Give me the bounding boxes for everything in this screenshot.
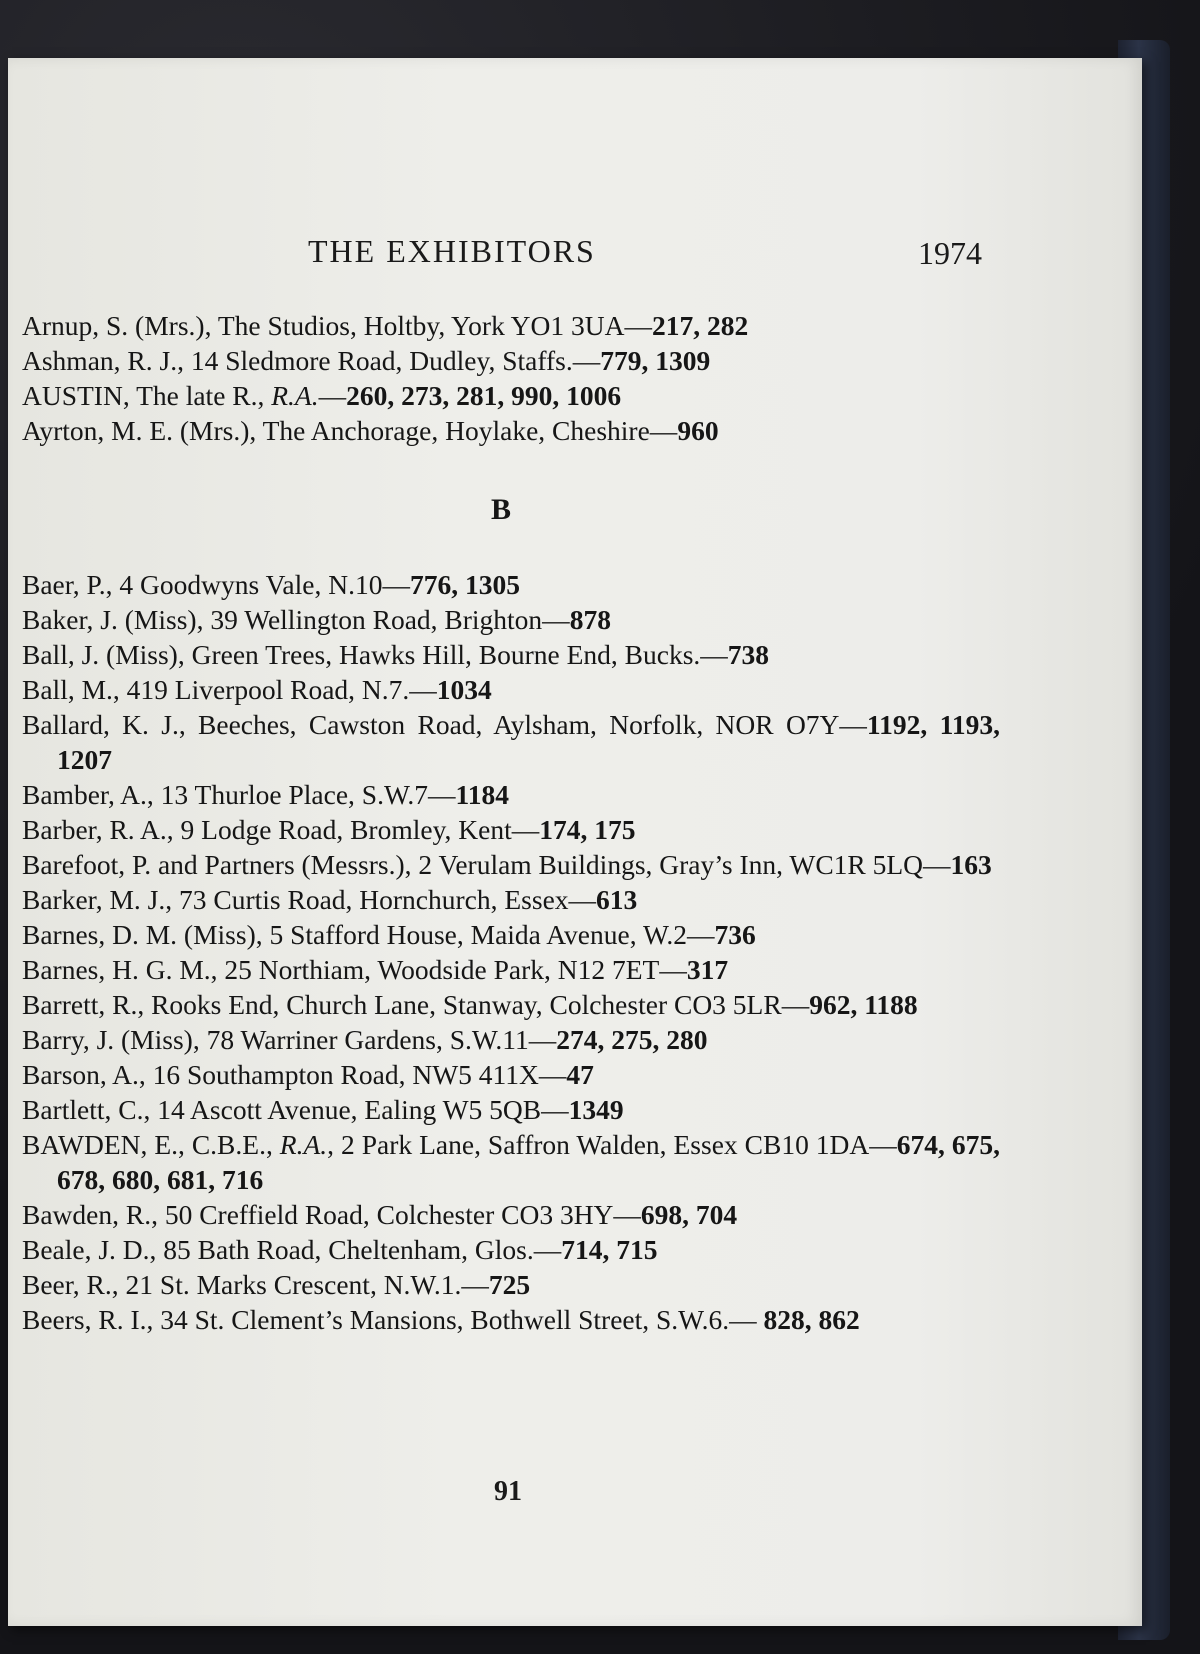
book-page <box>8 58 1142 1626</box>
entry-catalogue-numbers: 960 <box>677 415 719 446</box>
entry-text: Ayrton, M. E. (Mrs.), The Anchorage, Hoylake, Cheshire— <box>22 415 678 446</box>
entry-catalogue-numbers: 217, 282 <box>652 310 749 341</box>
entry-catalogue-numbers: 317 <box>686 954 729 985</box>
entry-text: Ball, M., 419 Liverpool Road, N.7.— <box>22 674 437 705</box>
exhibitor-entry <box>22 567 1000 602</box>
entry-text: Baer, P., 4 Goodwyns Vale, N.10— <box>22 569 410 600</box>
entry-catalogue-numbers: 613 <box>596 884 638 915</box>
entry-text: Ashman, R. J., 14 Sledmore Road, Dudley, Staffs.— <box>22 345 601 376</box>
entry-text: Barnes, D. M. (Miss), 5 Stafford House, Maida Avenue, W.2— <box>22 919 715 950</box>
exhibitor-entry <box>22 917 1000 952</box>
exhibitor-entry <box>22 777 1000 812</box>
entry-text: Bamber, A., 13 Thurloe Place, S.W.7— <box>22 779 456 810</box>
exhibitor-entry <box>22 378 1000 413</box>
entry-catalogue-numbers: 736 <box>714 919 756 950</box>
exhibitor-list <box>22 308 1000 1337</box>
entry-text: Beale, J. D., 85 Bath Road, Cheltenham, Glos.— <box>22 1234 562 1265</box>
exhibitor-entry <box>22 308 1000 343</box>
exhibitor-entry <box>22 812 1000 847</box>
entry-catalogue-numbers: 878 <box>569 604 611 635</box>
entry-catalogue-numbers: 779, 1309 <box>600 345 711 376</box>
entry-text: Ballard, K. J., Beeches, Cawston Road, Aylsham, Norfolk, NOR O7Y— <box>22 709 867 740</box>
exhibitor-entry <box>22 672 1000 707</box>
entry-text: Bawden, R., 50 Creffield Road, Colchester CO3 3HY— <box>22 1199 641 1230</box>
entry-academy-title: R.A. <box>271 380 319 411</box>
exhibitor-entry <box>22 1057 1000 1092</box>
running-title: THE EXHIBITORS <box>308 233 596 269</box>
section-letter: B <box>490 493 511 526</box>
entry-text: Baker, J. (Miss), 39 Wellington Road, Brighton— <box>22 604 570 635</box>
exhibitor-entry <box>22 1302 1000 1337</box>
exhibitor-entry <box>22 343 1000 378</box>
exhibitor-entry <box>22 707 1000 777</box>
entry-catalogue-numbers: 776, 1305 <box>409 569 520 600</box>
exhibitor-entry <box>22 952 1000 987</box>
header-year: 1974 <box>918 235 982 271</box>
exhibitor-entry <box>22 882 1000 917</box>
exhibitor-entry <box>22 987 1000 1022</box>
exhibitor-entry <box>22 1197 1000 1232</box>
entry-text: Beer, R., 21 St. Marks Crescent, N.W.1.— <box>22 1269 489 1300</box>
entry-text: AUSTIN, The late R., <box>22 380 272 411</box>
entry-text-continued: — <box>318 380 347 411</box>
exhibitor-entry <box>22 602 1000 637</box>
entry-catalogue-numbers: 1184 <box>455 779 509 810</box>
exhibitor-entry <box>22 413 1000 448</box>
entry-catalogue-numbers: 274, 275, 280 <box>556 1024 708 1055</box>
entries-b-group <box>22 567 1000 1337</box>
exhibitor-entry <box>22 1092 1000 1127</box>
entry-text: Bartlett, C., 14 Ascott Avenue, Ealing W5 5QB— <box>22 1094 569 1125</box>
entry-catalogue-numbers: 674, 675, 678, 680, 681, 716 <box>57 1129 1001 1195</box>
entry-catalogue-numbers: 260, 273, 281, 990, 1006 <box>346 380 622 411</box>
entry-catalogue-numbers: 698, 704 <box>640 1199 738 1230</box>
entry-catalogue-numbers: 1034 <box>436 674 492 705</box>
entry-catalogue-numbers: 738 <box>727 639 770 670</box>
entry-catalogue-numbers: 1349 <box>568 1094 624 1125</box>
exhibitor-entry <box>22 1267 1000 1302</box>
entry-text: Barber, R. A., 9 Lodge Road, Bromley, Kent— <box>22 814 540 845</box>
entry-text: Arnup, S. (Mrs.), The Studios, Holtby, York YO1 3UA— <box>22 310 652 341</box>
entry-text: Barrett, R., Rooks End, Church Lane, Stanway, Colchester CO3 5LR— <box>22 989 810 1020</box>
page-number: 91 <box>494 1476 522 1507</box>
entry-text: Barefoot, P. and Partners (Messrs.), 2 Verulam Buildings, Gray’s Inn, WC1R 5LQ— <box>22 849 951 880</box>
entry-text: Beers, R. I., 34 St. Clement’s Mansions, Bothwell Street, S.W.6.— <box>22 1304 764 1335</box>
entry-academy-title: R.A. <box>279 1129 328 1160</box>
entry-text: Barson, A., 16 Southampton Road, NW5 411X— <box>22 1059 567 1090</box>
entry-catalogue-numbers: 1192, 1193, 1207 <box>57 709 1000 775</box>
entry-catalogue-numbers: 163 <box>950 849 992 880</box>
entry-text: Barry, J. (Miss), 78 Warriner Gardens, S.W.11— <box>22 1024 557 1055</box>
entry-text: Barnes, H. G. M., 25 Northiam, Woodside Park, N12 7ET— <box>22 954 687 985</box>
entry-text-continued: , 2 Park Lane, Saffron Walden, Essex CB10 1DA— <box>327 1129 897 1160</box>
entry-catalogue-numbers: 725 <box>488 1269 531 1300</box>
entry-text: BAWDEN, E., C.B.E., <box>22 1129 280 1160</box>
entry-catalogue-numbers: 962, 1188 <box>809 989 918 1020</box>
exhibitor-entry <box>22 1127 1000 1197</box>
entries-a-group <box>22 308 1000 448</box>
exhibitor-entry <box>22 1232 1000 1267</box>
running-header <box>8 233 1008 273</box>
entry-catalogue-numbers: 828, 862 <box>763 1304 860 1335</box>
exhibitor-entry <box>22 847 1000 882</box>
entry-catalogue-numbers: 714, 715 <box>561 1234 658 1265</box>
entry-text: Barker, M. J., 73 Curtis Road, Hornchurch, Essex— <box>22 884 597 915</box>
exhibitor-entry <box>22 637 1000 672</box>
exhibitor-entry <box>22 1022 1000 1057</box>
entry-catalogue-numbers: 47 <box>566 1059 594 1090</box>
entry-catalogue-numbers: 174, 175 <box>539 814 636 845</box>
entry-text: Ball, J. (Miss), Green Trees, Hawks Hill, Bourne End, Bucks.— <box>22 639 728 670</box>
